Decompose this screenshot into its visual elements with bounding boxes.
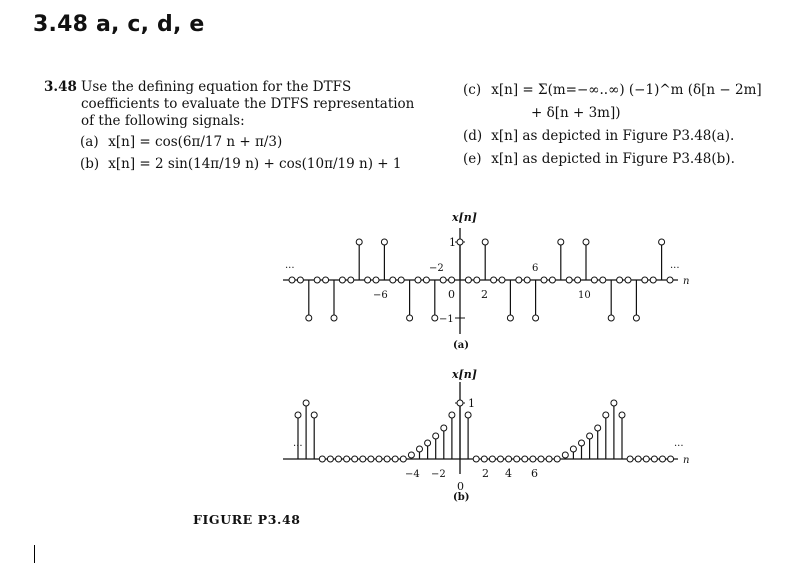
plot-b-sample: [635, 456, 641, 462]
plot-b-sample: [554, 456, 560, 462]
plot-b-tick-label-neg4: −4: [405, 469, 420, 480]
page-heading: 3.48 a, c, d, e: [33, 12, 205, 37]
plot-b-ylabel: x[n]: [452, 368, 477, 381]
plot-a-sample: [591, 277, 597, 283]
plot-b-sample: [538, 456, 544, 462]
plot-a-sample: [533, 280, 539, 321]
plot-b-sublabel: (b): [453, 492, 470, 503]
plot-a-sample: [625, 277, 631, 283]
plot-b-tick-label-2: 2: [482, 467, 489, 480]
plot-b-sample: [368, 456, 374, 462]
plot-a-sample: [432, 280, 438, 321]
plot-b-sample: [627, 456, 633, 462]
plot-b-sample: [595, 425, 601, 459]
plot-a-ellipsis-left: ...: [285, 260, 295, 271]
plot-a-xlabel: n: [683, 276, 690, 287]
problem-text: Use the defining equation for the DTFS coefficients to evaluate the DTFS representation of the following signals:: [81, 79, 415, 129]
part-a-expr: x[n] = cos(6π/17 n + π/3): [108, 134, 283, 150]
plot-a-sample: [356, 239, 362, 280]
plot-b-sample: [360, 456, 366, 462]
plot-b-sample: [473, 456, 479, 462]
plot-b-sample: [619, 412, 625, 459]
plot-b-sample: [408, 452, 414, 459]
plot-b-sample: [376, 456, 382, 462]
plot-a-sample: [633, 280, 639, 321]
plot-a-sample: [339, 277, 345, 283]
stem-plot-b: [283, 368, 689, 503]
text-cursor: [34, 545, 35, 563]
plot-b-sample: [570, 446, 576, 459]
plot-b-sample: [643, 456, 649, 462]
plot-a-sample: [373, 277, 379, 283]
plot-a-sample: [306, 280, 312, 321]
plot-a-sample: [440, 277, 446, 283]
plot-b-sample: [530, 456, 536, 462]
plot-a-sample: [583, 239, 589, 280]
plot-a-sample: [600, 277, 606, 283]
plot-b-sample: [295, 412, 301, 459]
plot-a-tick-label-minus1: −1: [439, 314, 454, 325]
plot-a-tick-label-neg6: −6: [373, 290, 388, 301]
plot-b-ellipsis-right: ...: [674, 438, 684, 449]
plot-b-sample: [433, 433, 439, 459]
plot-a-sample: [617, 277, 623, 283]
plot-b-ellipsis-left: ...: [293, 438, 303, 449]
plot-b-sample: [651, 456, 657, 462]
plot-b-sample: [303, 400, 309, 459]
part-d-expr: x[n] as depicted in Figure P3.48(a).: [491, 128, 735, 144]
plot-b-sample: [546, 456, 552, 462]
plot-b-sample: [400, 456, 406, 462]
plot-b-sample: [611, 400, 617, 459]
figure-caption: FIGURE P3.48: [193, 512, 301, 527]
plot-a-sample: [575, 277, 581, 283]
part-a-label: (a): [80, 134, 99, 150]
plot-a-sample: [499, 277, 505, 283]
plot-a-sample: [314, 277, 320, 283]
plot-a-sample: [407, 280, 413, 321]
plot-b-sample: [392, 456, 398, 462]
plot-b-sample: [319, 456, 325, 462]
plot-a-sample: [323, 277, 329, 283]
part-c-expr-cont: + δ[n + 3m]): [531, 105, 621, 121]
part-b-label: (b): [80, 156, 100, 172]
plot-b-tick-label-neg2: −2: [431, 469, 446, 480]
plot-b-sample: [344, 456, 350, 462]
plot-b-sample: [336, 456, 342, 462]
plot-b-sample: [327, 456, 333, 462]
plot-a-sample: [415, 277, 421, 283]
plot-a-sample: [491, 277, 497, 283]
plot-a-sample: [331, 280, 337, 321]
plot-b-sample: [352, 456, 358, 462]
plot-a-sample: [390, 277, 396, 283]
plot-b-sample: [465, 412, 471, 459]
plot-a-sample: [289, 277, 295, 283]
plot-b-sample: [489, 456, 495, 462]
plot-a-sample: [449, 277, 455, 283]
plot-b-tick-label-0: 0: [457, 480, 464, 493]
plot-a-sample: [667, 277, 673, 283]
plot-a-tick-label-10: 10: [578, 290, 591, 301]
plot-a-sample: [608, 280, 614, 321]
plot-a-sample: [507, 280, 513, 321]
part-c-label: (c): [463, 82, 482, 98]
plot-b-xlabel: n: [683, 455, 690, 466]
plot-a-sample: [465, 277, 471, 283]
plot-a-ylabel: x[n]: [452, 211, 477, 224]
plot-a-sample: [381, 239, 387, 280]
plot-a-tick-label-neg2: −2: [429, 263, 444, 274]
plot-b-sample: [603, 412, 609, 459]
plot-a-sample: [482, 239, 488, 280]
plot-a-tick-label-0: 0: [448, 288, 455, 301]
plot-a-tick-label-2: 2: [481, 288, 488, 301]
plot-a-sample: [659, 239, 665, 280]
plot-a-sample: [398, 277, 404, 283]
plot-b-sample: [481, 456, 487, 462]
plot-b-sample: [668, 456, 674, 462]
plot-b-tick-label-4: 4: [505, 467, 512, 480]
plot-a-sample: [524, 277, 530, 283]
plot-a-sample: [566, 277, 572, 283]
plot-a-tick-label-1: 1: [449, 236, 456, 249]
plot-b-sample: [514, 456, 520, 462]
part-e-label: (e): [463, 151, 482, 167]
plot-a-sample: [541, 277, 547, 283]
plot-b-sample: [425, 440, 431, 459]
plot-b-sample: [506, 456, 512, 462]
plot-a-sample: [558, 239, 564, 280]
plot-a-sublabel: (a): [453, 340, 469, 351]
plot-a-sample: [642, 277, 648, 283]
plot-b-sample: [498, 456, 504, 462]
problem-number: 3.48: [44, 79, 77, 95]
plot-b-sample: [579, 440, 585, 459]
plot-a-ellipsis-right: ...: [670, 260, 680, 271]
part-e-expr: x[n] as depicted in Figure P3.48(b).: [491, 151, 735, 167]
plot-b-sample: [562, 452, 568, 459]
plot-b-sample: [441, 425, 447, 459]
plot-a-sample: [549, 277, 555, 283]
plot-b-sample: [417, 446, 423, 459]
plot-a-sample: [457, 239, 463, 280]
plot-b-sample: [449, 412, 455, 459]
plot-a-sample: [297, 277, 303, 283]
plot-a-sample: [474, 277, 480, 283]
plot-a-sample: [348, 277, 354, 283]
plot-a-sample: [423, 277, 429, 283]
part-d-label: (d): [463, 128, 483, 144]
part-c-expr: x[n] = Σ(m=−∞..∞) (−1)^m (δ[n − 2m]: [491, 82, 762, 98]
stem-plot-a: [283, 211, 689, 351]
part-b-expr: x[n] = 2 sin(14π/19 n) + cos(10π/19 n) + 1: [108, 156, 402, 172]
plot-b-sample: [384, 456, 390, 462]
plot-b-sample: [587, 433, 593, 459]
plot-a-sample: [650, 277, 656, 283]
plot-b-tick-label-6: 6: [531, 467, 538, 480]
plot-a-tick-label-6: 6: [532, 263, 539, 274]
plot-a-sample: [516, 277, 522, 283]
plot-b-sample: [660, 456, 666, 462]
plot-a-sample: [365, 277, 371, 283]
plot-b-sample: [457, 400, 463, 459]
plot-b-sample: [522, 456, 528, 462]
plot-b-tick-label-1: 1: [468, 397, 475, 410]
plot-b-sample: [311, 412, 317, 459]
